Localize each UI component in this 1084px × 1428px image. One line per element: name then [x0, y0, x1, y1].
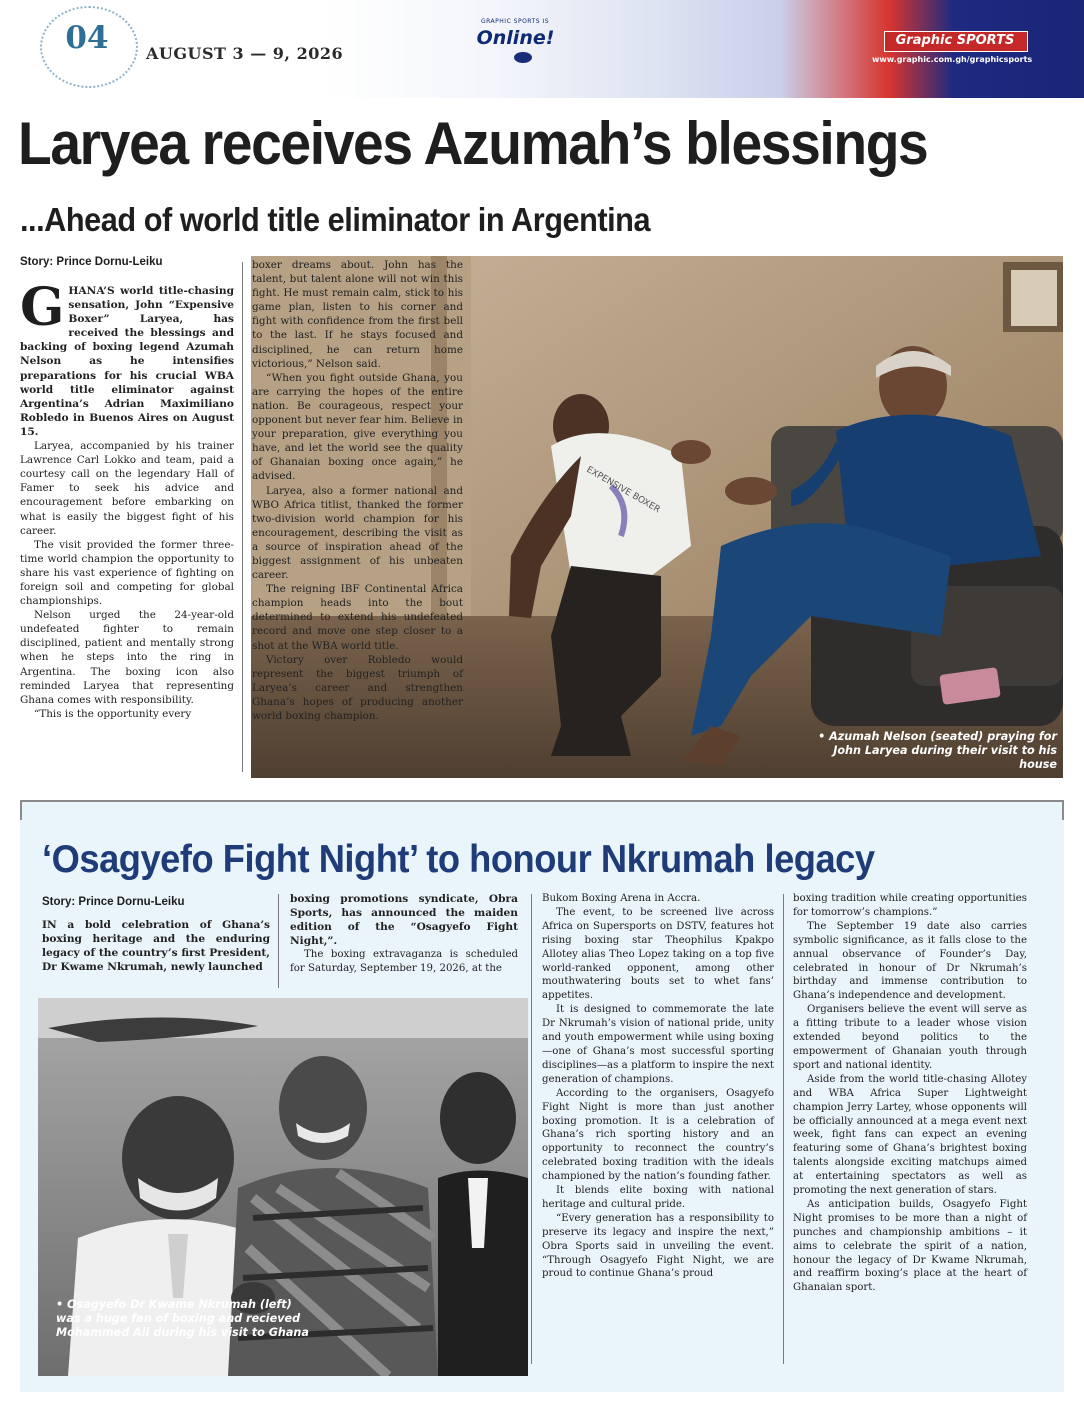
- story1-paragraph: boxer dreams about. John has the talent, but talent alone will not win this fight. He must remain calm, stick to his game plan, listen to his corner and fight with confidence from the first bell to the last. If he stays focused and disciplined, he can return home victorious,” Nelson said.: [252, 259, 463, 370]
- column-rule: [242, 262, 243, 772]
- story2-lead: IN a bold celebration of Ghana’s boxing heritage and the enduring legacy of the country’s first President, Dr Kwame Nkrumah, newly launched: [42, 919, 270, 973]
- story2-column-2: [290, 892, 518, 976]
- story2-column-4: [793, 892, 1027, 1295]
- caption-line: John Laryea during their visit to his house: [833, 744, 1057, 771]
- story1-paragraph: The visit provided the former three-time world champion the opportunity to share his vast experience of fighting on foreign soil and competing for global championships.: [20, 538, 234, 608]
- story2-paragraph: The boxing extravaganza is scheduled for Saturday, September 19, 2026, at the: [290, 949, 518, 974]
- caption-line: • Azumah Nelson (seated) praying for: [818, 730, 1057, 743]
- story2-paragraph: Organisers believe the event will serve as a fitting tribute to a leader whose vision extended beyond politics to the empowerment of Ghanaian youth through sport and national identity.: [793, 1004, 1027, 1071]
- story2-paragraph: It blends elite boxing with national heritage and cultural pride.: [542, 1185, 774, 1210]
- story2-headline: ‘Osagyefo Fight Night’ to honour Nkrumah legacy: [42, 838, 875, 881]
- story2-paragraph: Aside from the world title-chasing Allotey and WBA Africa Super Lightweight champion Jerry Lartey, whose opponents will be officially announced at a mega event next week, fight fans can expect an evening featuring some of Ghana’s brightest boxing talents alongside exciting matchups aimed at entertaining spectators as well as promoting the next generation of stars.: [793, 1073, 1027, 1197]
- column-rule: [278, 894, 279, 988]
- story1-byline: Story: Prince Dornu-Leiku: [20, 256, 163, 268]
- page-number: 04: [65, 20, 109, 56]
- story1-paragraph: Victory over Robledo would represent the biggest triumph of Laryea’s career and strengthen Ghana’s hopes of producing another world boxing champion.: [252, 653, 463, 722]
- story2-column-3: [542, 892, 774, 1281]
- story2-photo: [38, 998, 528, 1376]
- online-tagline: GRAPHIC SPORTS IS: [480, 18, 550, 25]
- story1-column-2: [252, 258, 463, 723]
- shirt-text: EXPENSIVE BOXER: [584, 464, 662, 516]
- story1-subhead: ...Ahead of world title eliminator in Argentina: [20, 201, 651, 238]
- story1-paragraph: Nelson urged the 24-year-old undefeated fighter to remain disciplined, patient and mentally strong when he steps into the ring in Argentina. The boxing icon also reminded Laryea that representing Ghana comes with responsibility.: [20, 609, 234, 706]
- story1-headline: Laryea receives Azumah’s blessings: [18, 110, 928, 177]
- story1-photo-caption: [799, 730, 1057, 772]
- story2-column-1: [42, 918, 270, 974]
- story1-column-1: [20, 277, 234, 721]
- story1-paragraph: “This is the opportunity every: [34, 707, 192, 720]
- column-rule: [783, 894, 784, 1364]
- story1-paragraph: Laryea, accompanied by his trainer Lawrence Carl Lokko and team, paid a courtesy call on the legendary Hall of Famer to seek his advice and encouragement before embarking on what is easily the biggest fight of his career.: [20, 440, 234, 537]
- online-logo: Online!: [476, 27, 555, 49]
- column-rule: [531, 894, 532, 1364]
- story2-lead-continued: boxing promotions syndicate, Obra Sports, has announced the maiden edition of the “Osagyefo Fight Night,”.: [290, 893, 518, 947]
- story1-paragraph: Laryea, also a former national and WBO Africa titlist, thanked the former two-division world champion for his encouragement, describing the visit as a source of inspiration ahead of the biggest assignment of his unbeaten career.: [252, 484, 463, 582]
- brand-url: www.graphic.com.gh/graphicsports: [872, 55, 1033, 64]
- box-corner: [20, 800, 22, 820]
- story2-paragraph: The September 19 date also carries symbolic significance, as it falls close to the annual observance of Founder’s Day, celebrated in honour of Dr Nkrumah’s birthday and immense contribution to Ghana’s independence and development.: [793, 920, 1027, 1002]
- story2-paragraph: boxing tradition while creating opportunities for tomorrow’s champions.”: [793, 893, 1027, 918]
- story2-paragraph: “Every generation has a responsibility to preserve its legacy and inspire the next,” Obra Sports said in unveiling the event. “Through Osagyefo Fight Night, we are proud to continue Ghana’s proud: [542, 1212, 774, 1280]
- story2-paragraph: Bukom Boxing Arena in Accra.: [542, 893, 701, 904]
- story2-paragraph: It is designed to commemorate the late Dr Nkrumah’s vision of national pride, unity and youth empowerment while using boxing—one of Ghana’s most successful sporting disciplines—as a platform to inspire the next generation of champions.: [542, 1004, 774, 1085]
- story2-byline: Story: Prince Dornu-Leiku: [42, 896, 185, 908]
- mouse-icon: [514, 52, 532, 63]
- caption-line: • Osagyefo Dr Kwame Nkrumah (left): [56, 1298, 292, 1311]
- issue-date: AUGUST 3 — 9, 2026: [146, 44, 344, 63]
- story1-paragraph: “When you fight outside Ghana, you are carrying the hopes of the entire nation. Be courageous, respect your opponent but never fear him. Believe in your preparation, give everything you have, and let the world see the quality of Ghanaian boxing once again,” he advised.: [252, 371, 463, 483]
- story1-lead: HANA’S world title-chasing sensation, John “Expensive Boxer” Laryea, has received the blessings and backing of boxing legend Azumah Nelson as he intensifies preparations for his crucial WBA world title eliminator against Argentina’s Adrian Maximiliano Robledo in Buenos Aires on August 15.: [20, 285, 234, 438]
- story2-paragraph: The event, to be screened live across Africa on Supersports on DSTV, features hot rising boxing star Theophilus Kpakpo Allotey alias Theo Lopez taking on a top five world-ranked opponent, among other mouthwatering bouts set to whet fans’ appetites.: [542, 906, 774, 1002]
- brand-logo: Graphic SPORTS: [895, 33, 1015, 48]
- story2-paragraph: As anticipation builds, Osagyefo Fight Night promises to be more than a night of punches and championship ambitions – it aims to celebrate the spirit of a nation, honour the legacy of Dr Kwame Nkrumah, and reaffirm boxing’s place at the heart of Ghanaian sport.: [793, 1198, 1027, 1294]
- box-corner: [1062, 800, 1064, 820]
- story2-photo-caption: [56, 1298, 356, 1340]
- caption-line: was a huge fan of boxing and recieved: [56, 1312, 301, 1325]
- dropcap: G: [20, 277, 65, 338]
- story2-paragraph: According to the organisers, Osagyefo Fight Night is more than just another boxing promotion. It is a celebration of Ghana’s rich sporting history and an opportunity to reconnect the country’s celebrated boxing tradition with the ideals championed by the nation’s founding father.: [542, 1087, 774, 1183]
- caption-line: Mohammed Ali during his visit to Ghana: [56, 1326, 309, 1339]
- story1-paragraph: The reigning IBF Continental Africa champion heads into the bout determined to extend his undefeated record and move one step closer to a shot at the WBA world title.: [252, 583, 463, 652]
